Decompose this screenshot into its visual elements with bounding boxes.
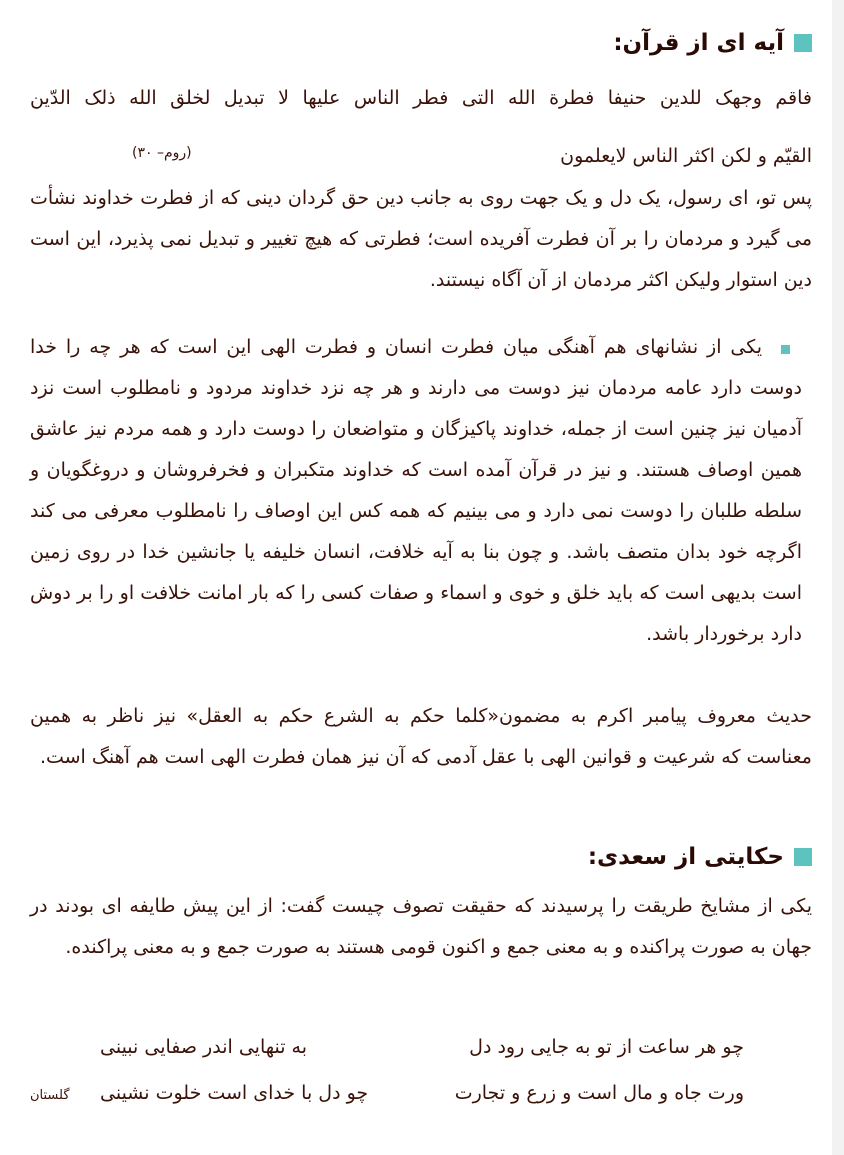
fitrat-paragraph [30,327,802,655]
heading-square-icon [794,34,812,52]
poem-row-1-left: به تنهایی اندر صفایی نبینی [100,1036,308,1058]
saadi-story-heading-text: حکایتی از سعدی: [587,844,784,870]
saadi-story-paragraph-text: یکی از مشایخ طریقت را پرسیدند که حقیقت تصوف چیست گفت: از این پیش طایفه ای بودند در جهان به صورت پراکنده و به معنی جمع و اکنون قومی هستند به صورت جمع و به معنی پراکنده. [30,895,812,958]
verse-line-2-text: القیّم و لکن اکثر الناس لایعلمون [560,145,812,167]
hadith-paragraph-text: حدیث معروف پیامبر اکرم به مضمون«کلما حکم به الشرع حکم به العقل» نیز ناظر به همین معناست که شرعیت و قوانین الهی با عقل آدمی که آن نیز همان فطرت الهی است هم آهنگ است. [30,705,812,768]
verse-translation-text: پس تو، ای رسول، یک دل و یک جهت روی به جانب دین حق گردان دینی که از فطرت خداوند نشأت می گیرد و مردمان را بر آن فطرت آفریده است؛ فطرتی که هیچ تغییر و تبدیل نمی پذیرد، این است دین استوار ولیکن اکثر مردمان از آن آگاه نیستند. [30,187,812,291]
page-edge [832,0,844,1155]
verse-citation: (روم– ۳۰) [132,145,192,161]
heading-square-icon [794,848,812,866]
fitrat-paragraph-text: یکی از نشانهای هم آهنگی میان فطرت انسان و فطرت الهی این است که هر چه را خدا دوست دارد عامه مردمان نیز دوست می دارند و هر چه نزد خداوند مردود و نامطلوب است نزد آدمیان نیز چنین است از جمله، خداوند پاکیزگان و متواضعان را دوست دارد و همه مردم نیز عاشق همین اوصاف هستند. و نیز در قرآن آمده است که خداوند متکبران و فخرفروشان و دروغگویان و سلطه طلبان را دوست نمی دارد و می بینیم که همه کس این اوصاف را نامطلوب معرفی می کند اگرچه خود بدان متصف باشد. و چون بنا به آیه خلافت، انسان خلیفه یا جانشین خدا در روی زمین است بدیهی است که باید خلق و خوی و اسماء و صفات کسی را که بار امانت خلافت او را بر دوش دارد برخوردار باشد. [30,336,802,645]
saadi-story-paragraph [30,886,812,968]
saadi-story-heading [588,844,812,870]
poem-source: گلستان [30,1088,70,1103]
poem-row-2-right: ورت جاه و مال است و زرع و تجارت [454,1082,744,1104]
quran-verse-heading [613,30,812,56]
verse-translation [30,178,812,301]
poem-row-2-left: چو دل با خدای است خلوت نشینی [100,1082,369,1104]
hadith-paragraph [30,696,812,778]
verse-line-1: فاقم وجهک للدین حنیفا فطرة الله التی فطر الناس علیها لا تبدیل لخلق الله ذلک الدّین [30,87,812,109]
poem-row-1-right: چو هر ساعت از تو به جایی رود دل [469,1036,744,1058]
quran-verse-heading-text: آیه ای از قرآن: [613,30,784,56]
